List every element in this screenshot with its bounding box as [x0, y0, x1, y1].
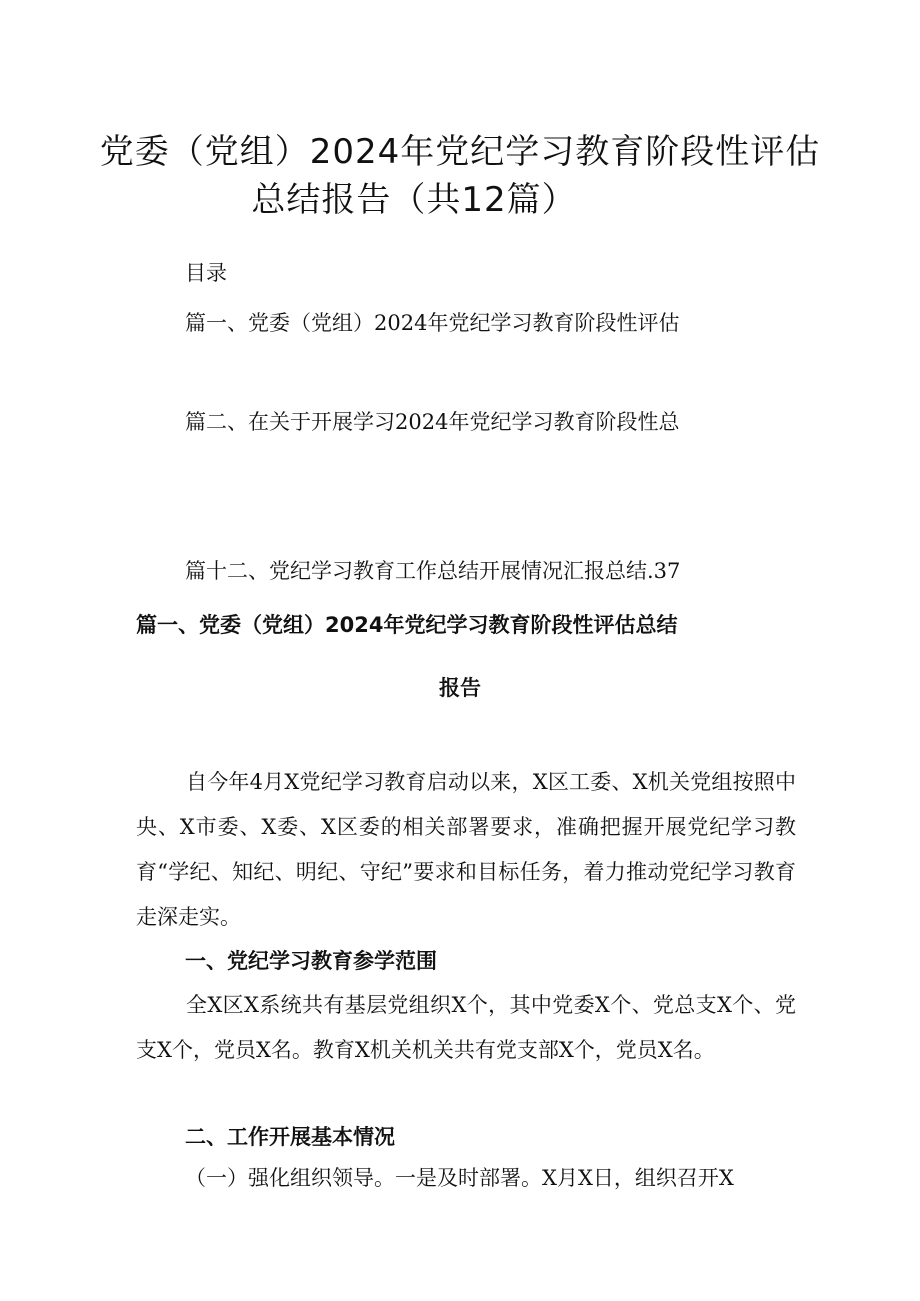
toc-heading: 目录 [185, 261, 227, 285]
paragraph-organization-start: （一）强化组织领导。一是及时部署。X月X日，组织召开X [185, 1166, 734, 1190]
toc-item-2: 篇二、在关于开展学习2024年党纪学习教育阶段性总 [185, 410, 680, 434]
document-title-line2: 总结报告（共12篇） [251, 180, 577, 220]
section-title-line1: 篇一、党委（党组）2024年党纪学习教育阶段性评估总结 [136, 613, 678, 637]
section-title-line2: 报告 [439, 676, 481, 700]
intro-paragraph: 自今年4月X党纪学习教育启动以来，X区工委、X机关党组按照中央、X市委、X委、X区委的相关部署要求，准确把握开展党纪学习教育“学纪、知纪、明纪、守纪”要求和目标任务，着力推动党纪学习教育走深走实。 [136, 770, 796, 929]
participation-paragraph: 全X区X系统共有基层党组织X个，其中党委X个、党总支X个、党支X个，党员X名。教育X机关机关共有党支部X个，党员X名。 [136, 993, 796, 1062]
document-title-line1: 党委（党组）2024年党纪学习教育阶段性评估 [99, 132, 821, 172]
toc-item-1: 篇一、党委（党组）2024年党纪学习教育阶段性评估 [185, 311, 680, 335]
toc-item-12: 篇十二、党纪学习教育工作总结开展情况汇报总结.37 [185, 559, 681, 583]
heading-work-status: 二、工作开展基本情况 [185, 1125, 395, 1149]
heading-participation-scope: 一、党纪学习教育参学范围 [185, 949, 437, 973]
